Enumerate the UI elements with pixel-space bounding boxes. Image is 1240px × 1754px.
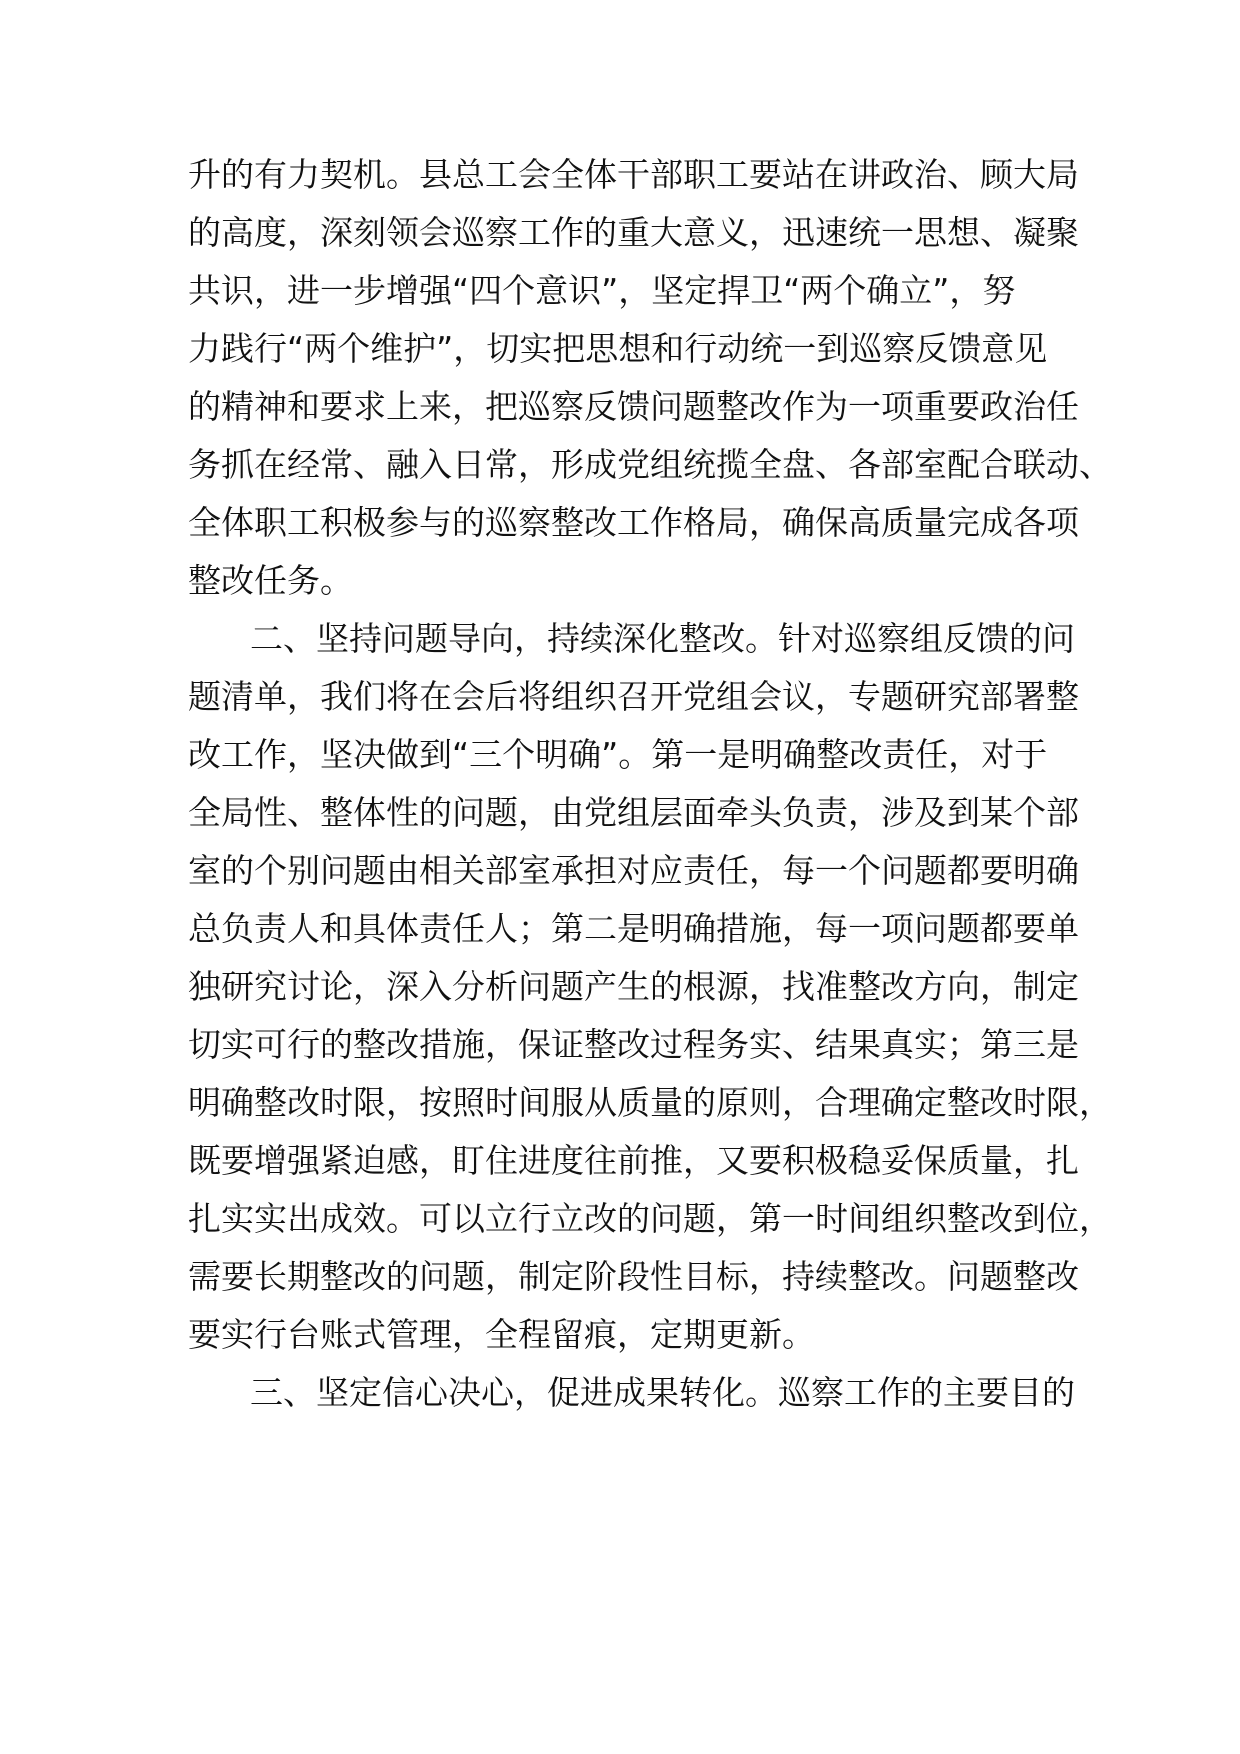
text-line: 全局性、整体性的问题，由党组层面牵头负责，涉及到某个部 (188, 793, 1079, 832)
text-line: 的高度，深刻领会巡察工作的重大意义，迅速统一思想、凝聚 (188, 213, 1079, 252)
text-line: 明确整改时限，按照时间服从质量的原则，合理确定整改时限， (188, 1083, 1112, 1122)
text-line: 力践行“两个维护”，切实把思想和行动统一到巡察反馈意见 (188, 329, 1048, 368)
text-line: 共识，进一步增强“四个意识”，坚定捍卫“两个确立”，努 (188, 271, 1016, 310)
text-line: 切实可行的整改措施，保证整改过程务实、结果真实；第三是 (188, 1025, 1079, 1064)
text-line: 题清单，我们将在会后将组织召开党组会议，专题研究部署整 (188, 677, 1079, 716)
text-line: 升的有力契机。县总工会全体干部职工要站在讲政治、顾大局 (188, 155, 1079, 194)
text-line: 务抓在经常、融入日常，形成党组统揽全盘、各部室配合联动、 (188, 445, 1112, 484)
paragraph-heading-2: 二、坚持问题导向，持续深化整改。针对巡察组反馈的问 (250, 619, 1075, 658)
text-line: 总负责人和具体责任人；第二是明确措施，每一项问题都要单 (188, 909, 1079, 948)
text-line: 独研究讨论，深入分析问题产生的根源，找准整改方向，制定 (188, 967, 1079, 1006)
text-line: 整改任务。 (188, 561, 353, 600)
text-line: 要实行台账式管理，全程留痕，定期更新。 (188, 1315, 815, 1354)
text-line: 室的个别问题由相关部室承担对应责任，每一个问题都要明确 (188, 851, 1079, 890)
text-line: 的精神和要求上来，把巡察反馈问题整改作为一项重要政治任 (188, 387, 1079, 426)
text-line: 既要增强紧迫感，盯住进度往前推，又要积极稳妥保质量，扎 (188, 1141, 1079, 1180)
paragraph-heading-3: 三、坚定信心决心，促进成果转化。巡察工作的主要目的 (250, 1373, 1075, 1412)
text-line: 全体职工积极参与的巡察整改工作格局，确保高质量完成各项 (188, 503, 1079, 542)
text-line: 扎实实出成效。可以立行立改的问题，第一时间组织整改到位， (188, 1199, 1112, 1238)
text-line: 改工作，坚决做到“三个明确”。第一是明确整改责任，对于 (188, 735, 1048, 774)
text-line: 需要长期整改的问题，制定阶段性目标，持续整改。问题整改 (188, 1257, 1079, 1296)
